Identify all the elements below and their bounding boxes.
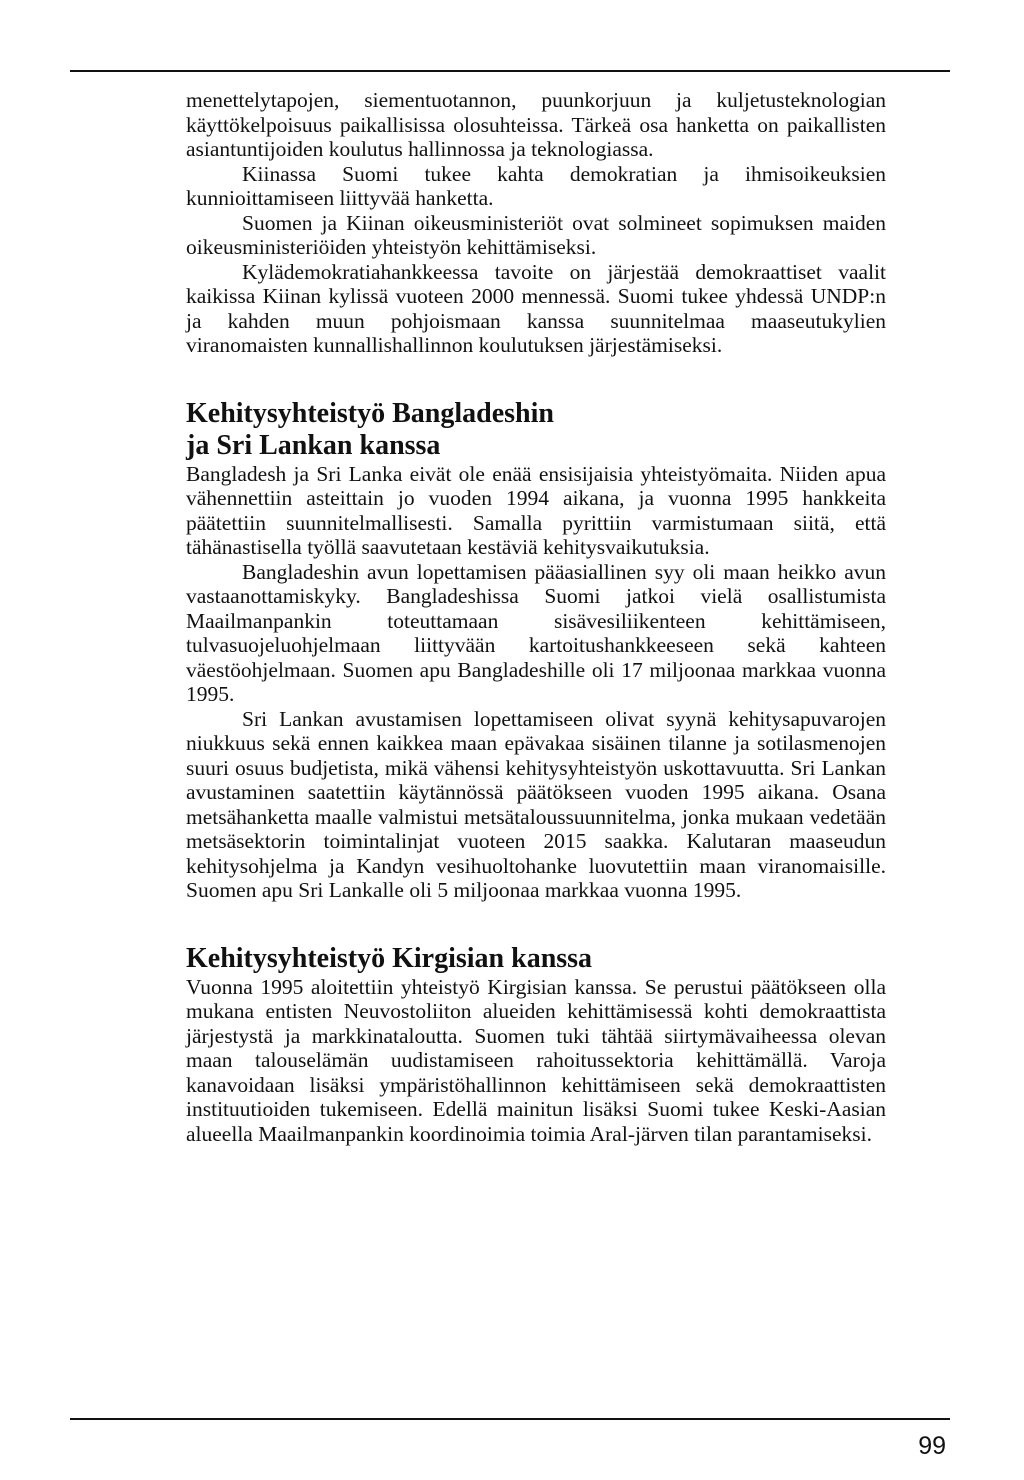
intro-paragraph-3: Suomen ja Kiinan oikeusministeriöt ovat solmineet sopimuksen maiden oikeusministeriöiden yhteistyön kehittämiseksi. (186, 210, 886, 259)
bottom-rule (70, 1418, 950, 1420)
bangladesh-paragraph-1: Bangladesh ja Sri Lanka eivät ole enää ensisijaisia yhteistyömaita. Niiden apua vähennettiin asteittain jo vuoden 1994 aikana, ja vuonna 1995 hankkeita päätettiin suunnitelmallisesti. Samalla pyrittiin varmistumaan siitä, että tähänastisella työllä saavutetaan kestäviä kehitysvaikutuksia. (186, 461, 886, 559)
section-heading-bangladesh (186, 398, 886, 462)
kirgisia-paragraph: Vuonna 1995 aloitettiin yhteistyö Kirgisian kanssa. Se perustui päätökseen olla mukana entisten Neuvostoliiton alueiden kehittämisessä kohti demokraattista järjestystä ja markkinataloutta. Suomen tuki tähtää siirtymävaiheessa olevan maan talouselämän uudistamiseen rahoitussektoria kehittämällä. Varoja kanavoidaan lisäksi ympäristöhallinnon kehittämiseen sekä demokraattisten instituutioiden tukemiseen. Edellä mainitun lisäksi Suomi tukee Keski-Aasian alueella Maailmanpankin koordinoimia toimia Aral-järven tilan parantamiseksi. (186, 974, 886, 1146)
section-heading-kirgisia: Kehitysyhteistyö Kirgisian kanssa (186, 942, 593, 974)
top-rule (70, 70, 950, 72)
bangladesh-paragraph-2: Bangladeshin avun lopettamisen pääasiallinen syy oli maan heikko avun vastaanottamiskyky. Bangladeshissa Suomi jatkoi vielä osallistumista Maailmanpankin toteuttamaan sisävesiliikenteen kehittämiseen, tulvasuojeluohjelmaan liittyvään kartoitushankkeeseen sekä kahteen väestöohjelmaan. Suomen apu Bangladeshille oli 17 miljoonaa markkaa vuonna 1995. (186, 559, 886, 706)
intro-paragraph-4: Kylädemokratiahankkeessa tavoite on järjestää demokraattiset vaalit kaikissa Kiinan kylissä vuoteen 2000 mennessä. Suomi tukee yhdessä UNDP:n ja kahden muun pohjoismaan kanssa suunnitelmaa maaseutukylien viranomaisten kunnallishallinnon koulutuksen järjestämiseksi. (186, 259, 886, 357)
page-number: 99 (918, 1432, 946, 1460)
intro-paragraph-2: Kiinassa Suomi tukee kahta demokratian ja ihmisoikeuksien kunnioittamiseen liittyvää hanketta. (186, 161, 886, 210)
heading-line-2: ja Sri Lankan kanssa (186, 429, 441, 461)
page-body (186, 88, 886, 1146)
heading-line-1: Kehitysyhteistyö Bangladeshin (186, 397, 554, 429)
intro-paragraph-1: menettelytapojen, siementuotannon, puunkorjuun ja kuljetusteknologian käyttökelpoisuus paikallisissa olosuhteissa. Tärkeä osa hanketta on paikallisten asiantuntijoiden koulutus hallinnossa ja teknologiassa. (186, 88, 886, 161)
srilanka-paragraph: Sri Lankan avustamisen lopettamiseen olivat syynä kehitysapuvarojen niukkuus sekä ennen kaikkea maan epävakaa sisäinen tilanne ja sotilasmenojen suuri osuus budjetista, mikä vähensi kehitysyhteistyön uskottavuutta. Sri Lankan avustaminen saatettiin käytännössä päätökseen vuoden 1995 aikana. Osana metsähanketta maalle valmistui metsätaloussuunnitelma, jonka mukaan vedetään metsäsektorin toimintalinjat vuoteen 2015 saakka. Kalutaran maaseudun kehitysohjelma ja Kandyn vesihuoltohanke luovutettiin maan viranomaisille. Suomen apu Sri Lankalle oli 5 miljoonaa markkaa vuonna 1995. (186, 706, 886, 902)
